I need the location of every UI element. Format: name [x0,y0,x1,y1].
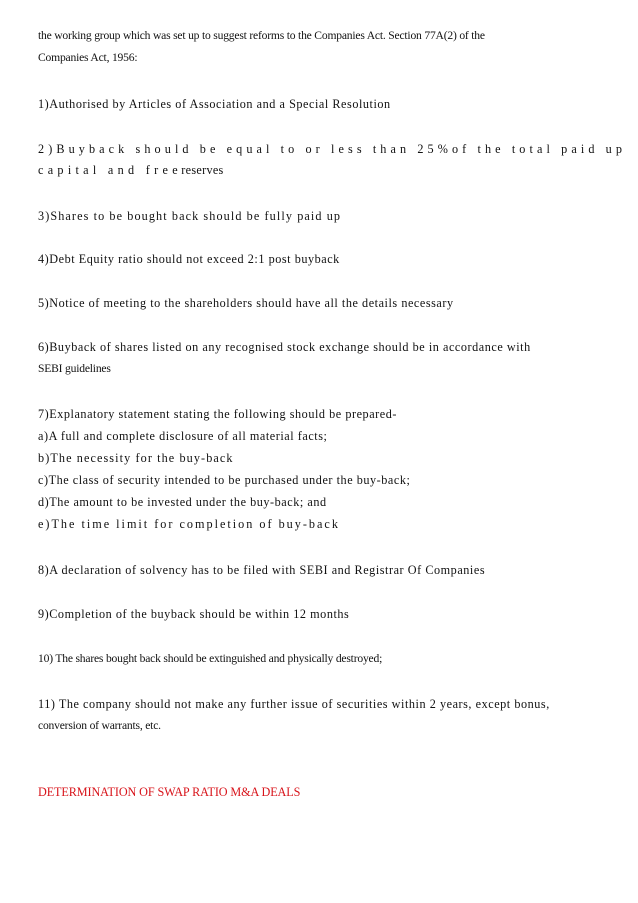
item-1: 1)Authorised by Articles of Association and a Special Resolution [38,97,391,111]
item-9: 9)Completion of the buyback should be within 12 months [38,607,350,621]
item-7-e: e)The time limit for completion of buy-back [38,517,340,531]
item-7-c: c)The class of security intended to be purchased under the buy-back; [38,473,411,487]
intro-line-1: the working group which was set up to suggest reforms to the Companies Act. Section 77A(2) of the [38,29,485,42]
item-11-line-1: 11) The company should not make any further issue of securities within 2 years, except bonus, [38,697,550,711]
item-2-line-1: 2)Buyback should be equal to or less than 25%of the total paid up [38,142,627,156]
item-10: 10) The shares bought back should be extinguished and physically destroyed; [38,652,383,665]
item-6-line-2: SEBI guidelines [38,362,111,375]
item-2-line-2 [38,162,224,178]
item-2-line-2-part-a: capital and fre [38,163,173,177]
item-7-intro: 7)Explanatory statement stating the following should be prepared- [38,407,397,421]
item-2-line-2-part-b: e reserves [172,163,224,177]
item-4: 4)Debt Equity ratio should not exceed 2:1 post buyback [38,252,340,266]
item-7-a: a)A full and complete disclosure of all material facts; [38,429,328,443]
item-7-d: d)The amount to be invested under the buy-back; and [38,495,327,509]
section-heading: DETERMINATION OF SWAP RATIO M&A DEALS [38,785,301,799]
item-3: 3)Shares to be bought back should be fully paid up [38,209,342,223]
item-11-line-2: conversion of warrants, etc. [38,719,161,732]
item-5: 5)Notice of meeting to the shareholders should have all the details necessary [38,296,454,310]
item-6-line-1: 6)Buyback of shares listed on any recognised stock exchange should be in accordance with [38,340,531,354]
item-7-b: b)The necessity for the buy-back [38,451,234,465]
intro-line-2: Companies Act, 1956: [38,51,138,64]
item-8: 8)A declaration of solvency has to be filed with SEBI and Registrar Of Companies [38,563,486,577]
